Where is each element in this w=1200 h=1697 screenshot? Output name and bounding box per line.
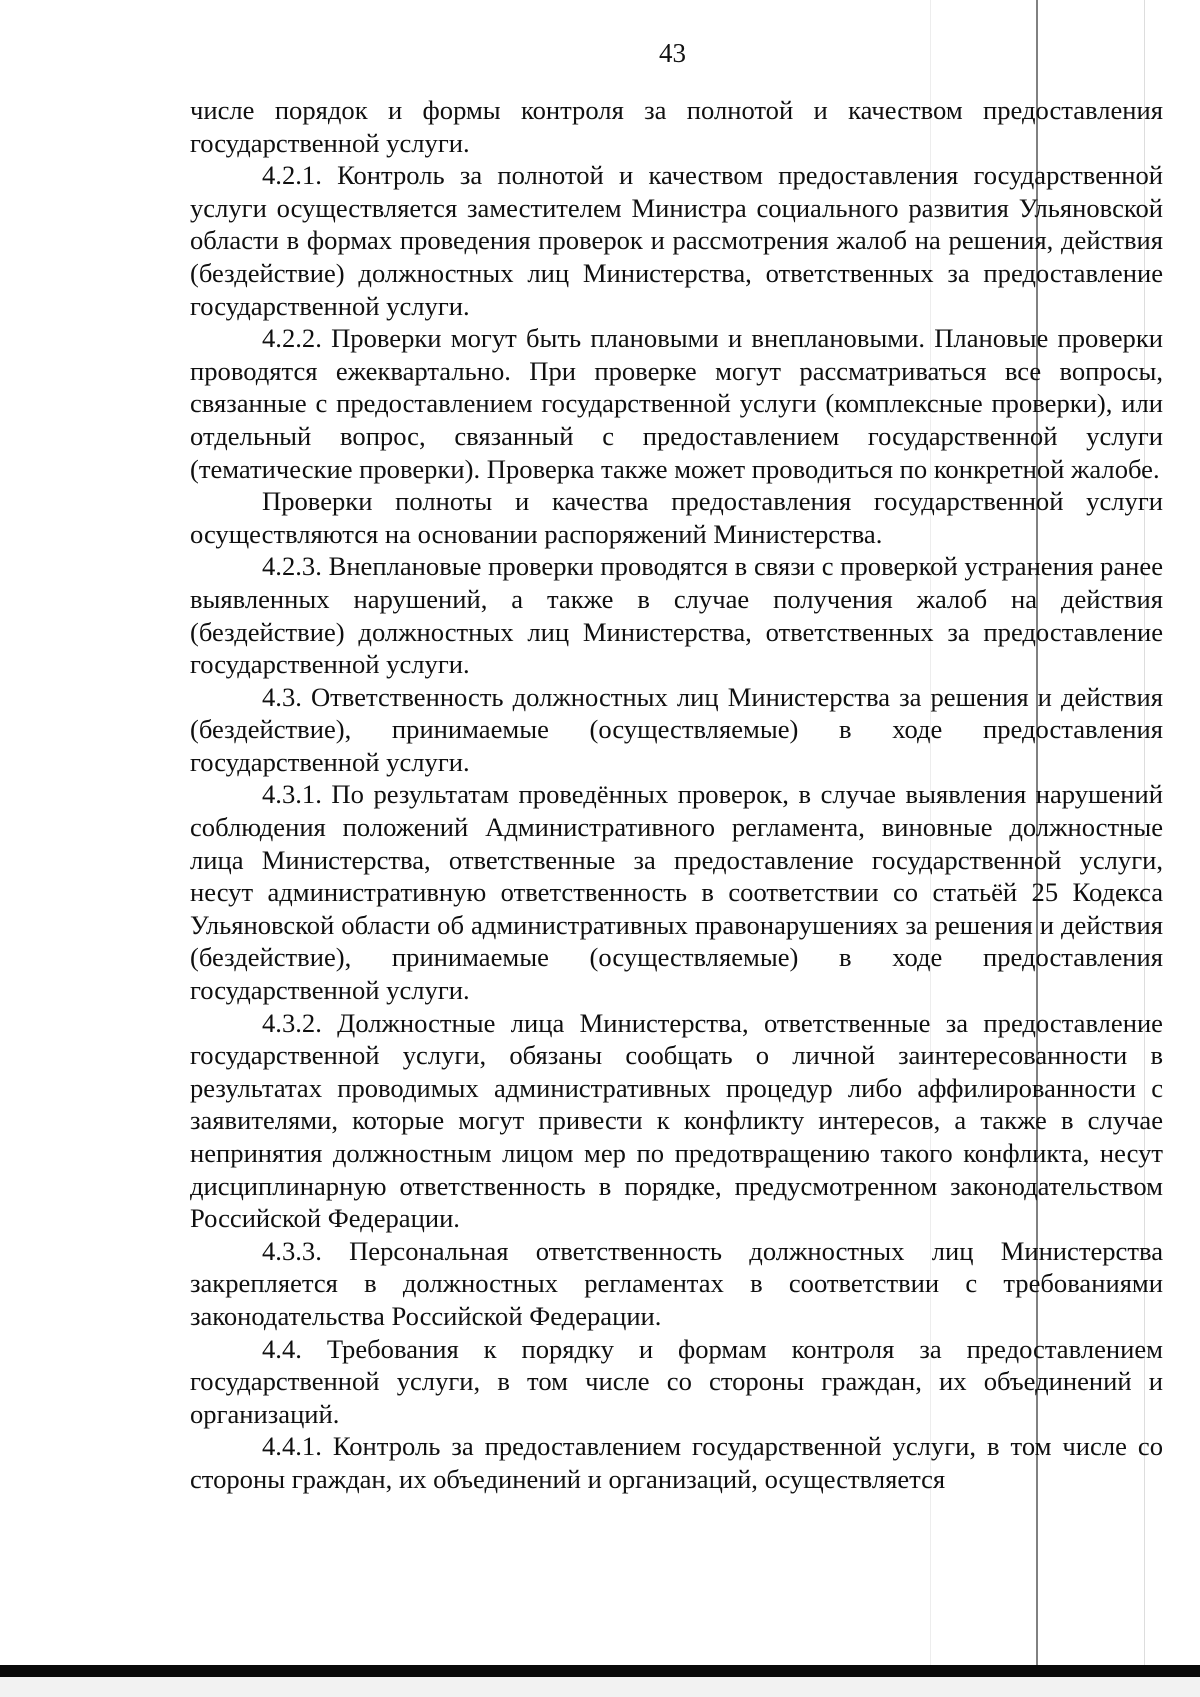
paragraph: 4.2.3. Внеплановые проверки проводятся в связи с проверкой устранения ранее выявленных нарушений, а также в случае получения жалоб на действия (бездействие) должностных лиц Министерства, ответственных за предоставление государственной услуги. xyxy=(190,551,1163,680)
paragraph: Проверки полноты и качества предоставления государственной услуги осуществляются на основании распоряжений Министерства. xyxy=(190,486,1163,549)
scan-bottom-edge xyxy=(0,1677,1200,1697)
paragraph: числе порядок и формы контроля за полнотой и качеством предоставления государственной услуги. xyxy=(190,95,1163,158)
paragraph: 4.3.1. По результатам проведённых проверок, в случае выявления нарушений соблюдения положений Административного регламента, виновные должностные лица Министерства, ответственные за предоставление государственной услуги, несут административную ответственность в соответствии со статьёй 25 Кодекса Ульяновской области об административных правонарушениях за решения и действия (бездействие), принимаемые (осуществляемые) в ходе предоставления государственной услуги. xyxy=(190,779,1163,1006)
paragraph: 4.4.1. Контроль за предоставлением государственной услуги, в том числе со стороны граждан, их объединений и организаций, осуществляется xyxy=(190,1431,1163,1494)
paragraph: 4.3.2. Должностные лица Министерства, ответственные за предоставление государственной услуги, обязаны сообщать о личной заинтересованности в результатах проводимых административных процедур либо аффилированности с заявителями, которые могут привести к конфликту интересов, а также в случае непринятия должностным лицом мер по предотвращению такого конфликта, несут дисциплинарную ответственность в порядке, предусмотренном законодательством Российской Федерации. xyxy=(190,1007,1163,1234)
paragraph: 4.3.3. Персональная ответственность должностных лиц Министерства закрепляется в должностных регламентах в соответствии с требованиями законодательства Российской Федерации. xyxy=(190,1235,1163,1331)
paragraph: 4.4. Требования к порядку и формам контроля за предоставлением государственной услуги, в том числе со стороны граждан, их объединений и организаций. xyxy=(190,1333,1163,1429)
scan-bottom-border xyxy=(0,1665,1200,1677)
paragraph: 4.2.2. Проверки могут быть плановыми и внеплановыми. Плановые проверки проводятся ежеквартально. При проверке могут рассматриваться все вопросы, связанные с предоставлением государственной услуги (комплексные проверки), или отдельный вопрос, связанный с предоставлением государственной услуги (тематические проверки). Проверка также может проводиться по конкретной жалобе. xyxy=(190,323,1163,484)
page-number: 43 xyxy=(659,38,686,68)
document-body xyxy=(190,94,1163,1496)
paragraph: 4.3. Ответственность должностных лиц Министерства за решения и действия (бездействие), принимаемые (осуществляемые) в ходе предоставления государственной услуги. xyxy=(190,681,1163,777)
paragraph: 4.2.1. Контроль за полнотой и качеством предоставления государственной услуги осуществляется заместителем Министра социального развития Ульяновской области в формах проведения проверок и рассмотрения жалоб на решения, действия (бездействие) должностных лиц Министерства, ответственных за предоставление государственной услуги. xyxy=(190,160,1163,321)
